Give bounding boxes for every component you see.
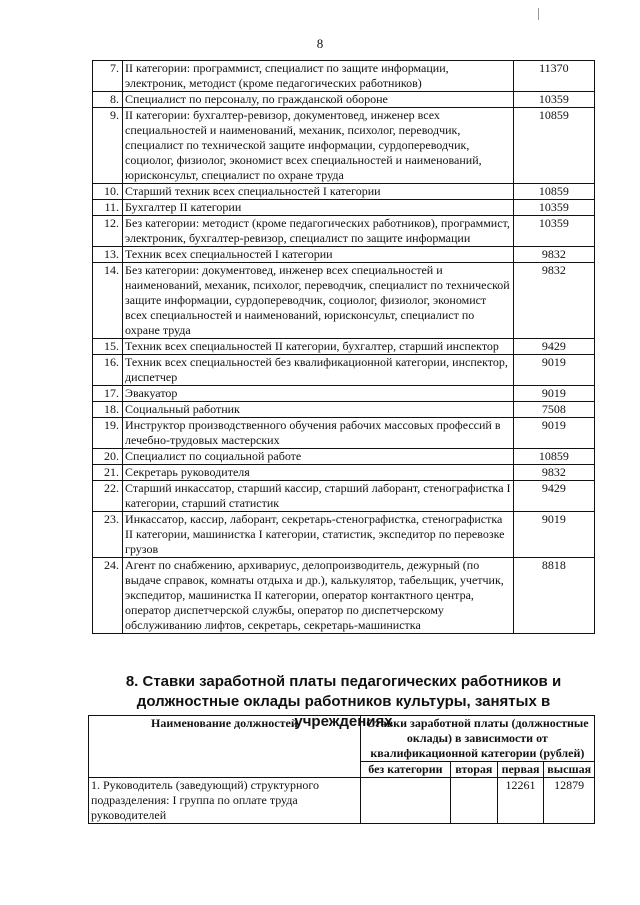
table-row	[93, 108, 595, 184]
table-row	[93, 465, 595, 481]
rate-cell: 8818	[513, 558, 594, 634]
table-row	[93, 418, 595, 449]
row-number-cell: 12.	[93, 216, 123, 247]
row-number-cell: 14.	[93, 263, 123, 339]
position-name-cell: Секретарь руководителя	[123, 465, 514, 481]
table-row	[93, 355, 595, 386]
header-rates: Ставки заработной платы (должностные оклады) в зависимости от квалификационной категории (рублей)	[360, 716, 594, 762]
table-row	[93, 216, 595, 247]
position-name-cell: Старший техник всех специальностей I категории	[123, 184, 514, 200]
position-name-cell: Без категории: документовед, инженер всех специальностей и наименований, механик, психолог, переводчик, специалист по технической защите информации, сурдопереводчик, социолог, физиолог, экономист всех специальностей и наименований, юрисконсульт, специалист по охране труда	[123, 263, 514, 339]
table-row	[93, 558, 595, 634]
row-number-cell: 10.	[93, 184, 123, 200]
position-name-cell: Техник всех специальностей II категории, бухгалтер, старший инспектор	[123, 339, 514, 355]
rate-cell: 9019	[513, 512, 594, 558]
pedagogical-rates-table	[88, 715, 595, 824]
table-row	[93, 481, 595, 512]
salary-table	[92, 60, 595, 634]
position-name-cell: Инкассатор, кассир, лаборант, секретарь-стенографистка, стенографистка II категории, машинистка I категории, статистик, экспедитор по перевозке грузов	[123, 512, 514, 558]
row-number-cell: 22.	[93, 481, 123, 512]
row-number-cell: 18.	[93, 402, 123, 418]
rate-cell: 12879	[544, 778, 595, 824]
rate-cell: 10859	[513, 449, 594, 465]
rate-cell: 9832	[513, 247, 594, 263]
row-number-cell: 21.	[93, 465, 123, 481]
row-number-cell: 13.	[93, 247, 123, 263]
rate-cell: 9429	[513, 481, 594, 512]
table-row	[93, 184, 595, 200]
rate-cell: 9832	[513, 465, 594, 481]
position-name-cell: Инструктор производственного обучения рабочих массовых профессий в лечебно-трудовых мастерских	[123, 418, 514, 449]
subheader-category: высшая	[544, 762, 595, 778]
row-number-cell: 17.	[93, 386, 123, 402]
rate-cell: 10359	[513, 216, 594, 247]
table-row	[93, 512, 595, 558]
row-number-cell: 19.	[93, 418, 123, 449]
scan-mark	[538, 8, 539, 20]
rate-cell: 9832	[513, 263, 594, 339]
row-number-cell: 15.	[93, 339, 123, 355]
position-name-cell: Специалист по социальной работе	[123, 449, 514, 465]
rate-cell: 9429	[513, 339, 594, 355]
table-row	[93, 402, 595, 418]
table-row	[93, 339, 595, 355]
row-number-cell: 20.	[93, 449, 123, 465]
section-title: 8. Ставки заработной платы педагогических работников и должностные оклады работников культуры, занятых в учреждениях	[125, 673, 562, 730]
position-name-cell: 1. Руководитель (заведующий) структурного подразделения: I группа по оплате труда руководителей	[89, 778, 361, 824]
position-name-cell: II категории: бухгалтер-ревизор, документовед, инженер всех специальностей и наименований, механик, психолог, переводчик, специалист по технической защите информации, сурдопереводчик, социолог, физиолог, экономист всех специальностей и наименований, юрисконсульт, специалист по охране труда	[123, 108, 514, 184]
page-number: 8	[316, 36, 324, 51]
position-name-cell: Социальный работник	[123, 402, 514, 418]
row-number-cell: 24.	[93, 558, 123, 634]
table-row	[93, 386, 595, 402]
rate-cell: 12261	[497, 778, 544, 824]
position-name-cell: Старший инкассатор, старший кассир, старший лаборант, стенографистка I категории, старший статистик	[123, 481, 514, 512]
rate-cell: 9019	[513, 355, 594, 386]
rate-cell: 9019	[513, 386, 594, 402]
rate-cell: 10359	[513, 92, 594, 108]
rate-cell: 11370	[513, 61, 594, 92]
row-number-cell: 11.	[93, 200, 123, 216]
table-row	[93, 449, 595, 465]
table-row	[93, 92, 595, 108]
salary-table-body	[93, 61, 595, 634]
rate-cell: 10359	[513, 200, 594, 216]
rate-cell	[360, 778, 450, 824]
rate-cell: 7508	[513, 402, 594, 418]
table-row	[93, 263, 595, 339]
subheader-category: первая	[497, 762, 544, 778]
row-number-cell: 9.	[93, 108, 123, 184]
rate-cell: 10859	[513, 184, 594, 200]
position-name-cell: Агент по снабжению, архивариус, делопроизводитель, дежурный (по выдаче справок, комнаты отдыха и др.), калькулятор, табельщик, учетчик, экспедитор, машинистка II категории, оператор контактного центра, оператор диспетчерской службы, оператор по диспетчерскому обслуживанию лифтов, секретарь, секретарь-машинистка	[123, 558, 514, 634]
subheader-category: без категории	[360, 762, 450, 778]
row-number-cell: 8.	[93, 92, 123, 108]
table-row	[89, 778, 595, 824]
subheader-category: вторая	[451, 762, 498, 778]
rate-cell	[451, 778, 498, 824]
position-name-cell: Эвакуатор	[123, 386, 514, 402]
position-name-cell: Без категории: методист (кроме педагогических работников), программист, электроник, бухгалтер-ревизор, специалист по защите информации	[123, 216, 514, 247]
position-name-cell: Специалист по персоналу, по гражданской обороне	[123, 92, 514, 108]
position-name-cell: Бухгалтер II категории	[123, 200, 514, 216]
header-position-name: Наименование должностей	[89, 716, 361, 778]
rate-cell: 9019	[513, 418, 594, 449]
table-row	[93, 200, 595, 216]
rate-cell: 10859	[513, 108, 594, 184]
position-name-cell: II категории: программист, специалист по защите информации, электроник, методист (кроме педагогических работников)	[123, 61, 514, 92]
table-row	[93, 61, 595, 92]
position-name-cell: Техник всех специальностей I категории	[123, 247, 514, 263]
position-name-cell: Техник всех специальностей без квалификационной категории, инспектор, диспетчер	[123, 355, 514, 386]
row-number-cell: 23.	[93, 512, 123, 558]
row-number-cell: 7.	[93, 61, 123, 92]
table-header-row	[89, 716, 595, 762]
row-number-cell: 16.	[93, 355, 123, 386]
table-row	[93, 247, 595, 263]
